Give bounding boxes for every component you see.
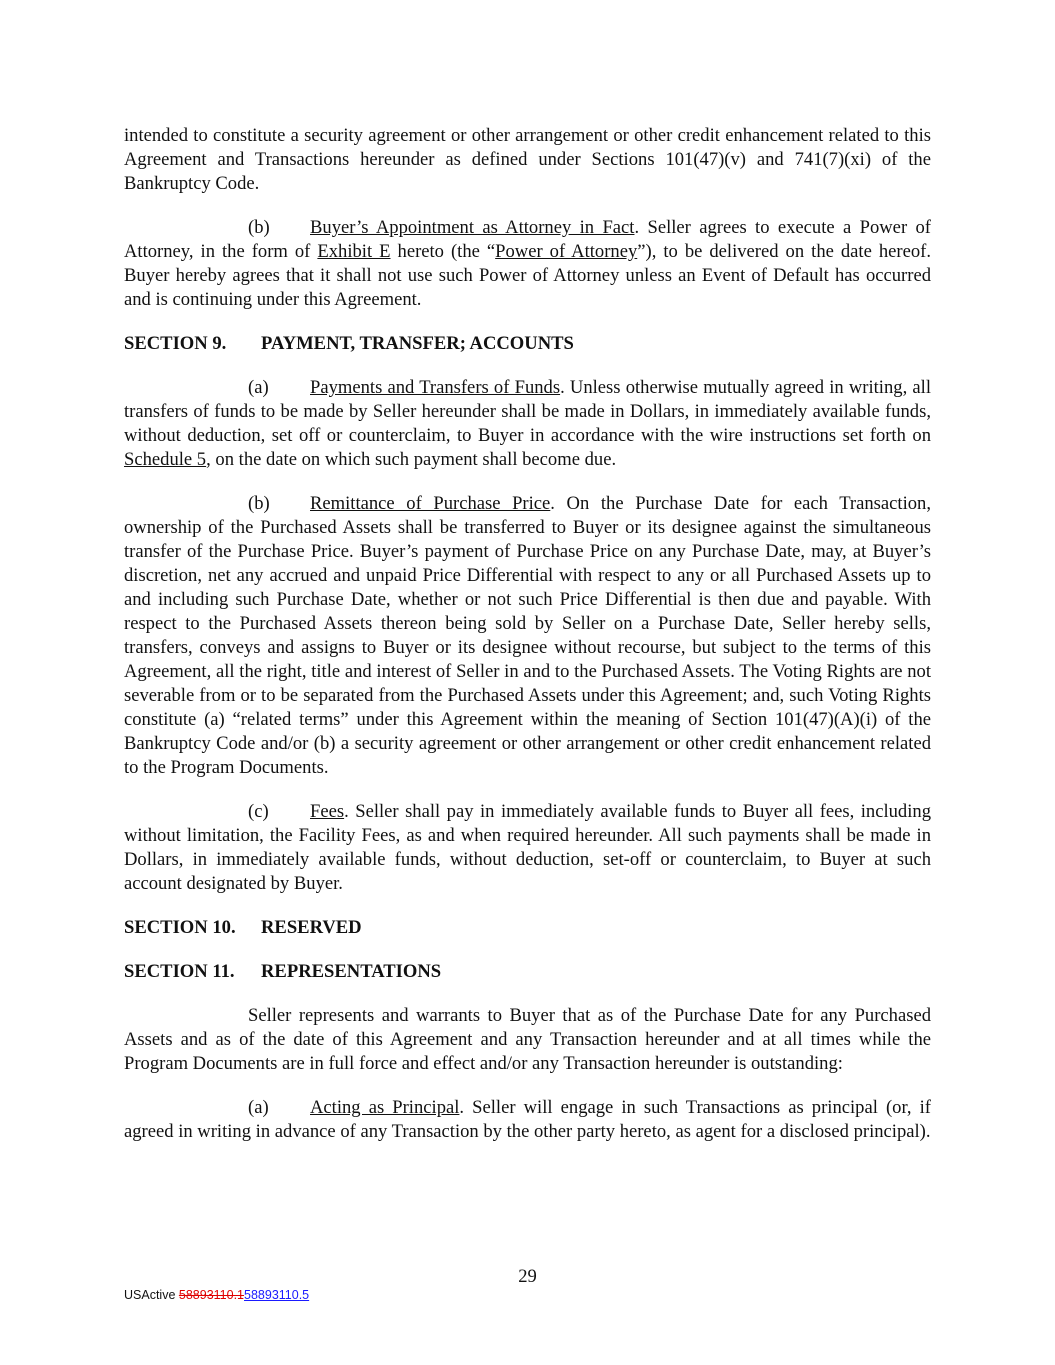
section-10-heading: SECTION 10. RESERVED bbox=[124, 917, 362, 938]
document-footer bbox=[124, 1288, 309, 1302]
clause-heading: Remittance of Purchase Price bbox=[310, 493, 551, 514]
footer-label: USActive bbox=[124, 1288, 179, 1302]
exhibit-link[interactable]: Exhibit E bbox=[317, 241, 391, 262]
paragraph-intro: intended to constitute a security agreement or other arrangement or other credit enhancement related to this Agreement and Transactions hereunder as defined under Sections 101(47)(v) and 741(7)(xi) of the Bankruptcy Code. bbox=[124, 125, 931, 194]
schedule-link[interactable]: Schedule 5 bbox=[124, 449, 207, 470]
clause-heading: Payments and Transfers of Funds bbox=[310, 377, 561, 398]
paragraph-8b: (b) Buyer’s Appointment as Attorney in Fact. Seller agrees to execute a Power of Attorney, in the form of Exhibit E hereto (the “Power of Attorney”), to be delivered on the date hereof. Buyer hereby agrees that it shall not use such Power of Attorney unless an Event of Default has occurred and is continuing under this Agreement. bbox=[124, 217, 931, 310]
paragraph-11a: (a) Acting as Principal. Seller will engage in such Transactions as principal (or, if agreed in writing in advance of any Transaction by the other party hereto, as agent for a disclosed principal). bbox=[124, 1097, 932, 1142]
paragraph-11-intro: Seller represents and warrants to Buyer that as of the Purchase Date for any Purchased Assets and as of the date of this Agreement and any Transaction hereunder and at all times while the Program Documents are in full force and effect and/or any Transaction hereunder is outstanding: bbox=[124, 1005, 931, 1074]
clause-number: (b) bbox=[248, 217, 270, 238]
clause-heading: Fees bbox=[310, 801, 345, 822]
section-9-heading: SECTION 9. PAYMENT, TRANSFER; ACCOUNTS bbox=[124, 333, 574, 354]
paragraph-9a: (a) Payments and Transfers of Funds. Unless otherwise mutually agreed in writing, all transfers of funds to be made by Seller hereunder shall be made in Dollars, in immediately available funds, without deduction, set off or counterclaim, to Buyer in accordance with the wire instructions set forth on Schedule 5, on the date on which such payment shall become due. bbox=[124, 377, 931, 470]
clause-heading: Buyer’s Appointment as Attorney in Fact bbox=[310, 217, 635, 238]
clause-heading: Acting as Principal bbox=[310, 1097, 460, 1118]
clause-number: (a) bbox=[248, 377, 269, 398]
paragraph-9c: (c) Fees. Seller shall pay in immediately available funds to Buyer all fees, including without limitation, the Facility Fees, as and when required hereunder. All such payments shall be made in Dollars, in immediately available funds, without deduction, set-off or counterclaim, to Buyer at such account designated by Buyer. bbox=[124, 801, 931, 894]
clause-number: (b) bbox=[248, 493, 270, 514]
paragraph-9b: (b) Remittance of Purchase Price. On the Purchase Date for each Transaction, ownership of the Purchased Assets shall be transferred to Buyer or its designee against the simultaneous transfer of the Purchase Price. Buyer’s payment of Purchase Price on any Purchase Date, may, at Buyer’s discretion, net any accrued and unpaid Price Differential with respect to any or all Purchased Assets up to and including such Purchase Date, whether or not such Price Differential is then due and payable. With respect to the Purchased Assets thereon being sold by Seller on a Purchase Date, Seller hereby sells, transfers, conveys and assigns to Buyer or its designee without recourse, but subject to the terms of this Agreement, all the right, title and interest of Seller in and to the Purchased Assets. The Voting Rights are not severable from or to be separated from the Purchased Assets under this Agreement; and, such Voting Rights constitute (a) “related terms” under this Agreement within the meaning of Section 101(47)(A)(i) of the Bankruptcy Code and/or (b) a security agreement or other arrangement or other credit enhancement related to the Program Documents. bbox=[124, 493, 931, 778]
clause-number: (c) bbox=[248, 801, 269, 822]
footer-deleted-id: 58893110.1 bbox=[178, 1288, 245, 1302]
document-page bbox=[124, 124, 931, 1164]
footer-inserted-id: 58893110.5 bbox=[244, 1288, 310, 1302]
section-11-heading: SECTION 11. REPRESENTATIONS bbox=[124, 961, 442, 982]
page-number: 29 bbox=[518, 1266, 537, 1287]
clause-number: (a) bbox=[248, 1097, 269, 1118]
defined-term: Power of Attorney bbox=[495, 241, 638, 262]
